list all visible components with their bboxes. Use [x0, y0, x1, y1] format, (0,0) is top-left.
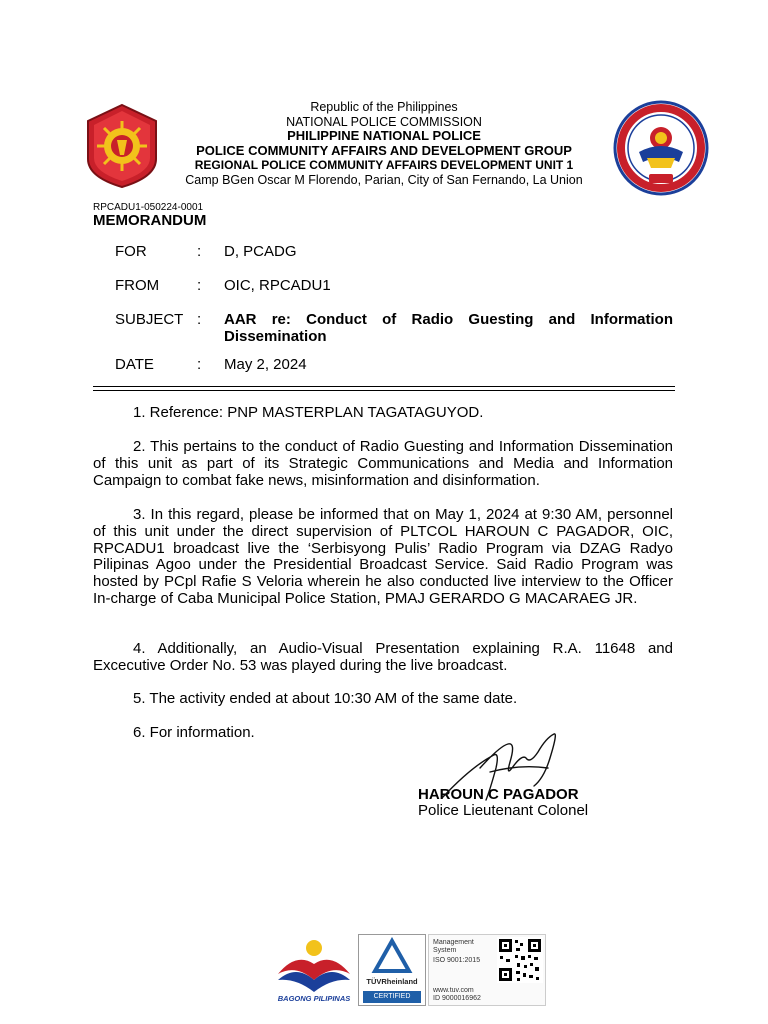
date-label: DATE: [115, 356, 154, 373]
for-colon: :: [197, 243, 202, 260]
iso-standard: ISO 9001:2015: [433, 957, 481, 964]
bagong-pilipinas-logo: [270, 934, 358, 1006]
tuv-brand: TÜVRheinland: [366, 977, 418, 986]
paragraph-2: 2. This pertains to the conduct of Radio Guesting and Information Dissemination of this unit as part of its Strategic Communications and Media and Information Campaign to combat fake news, misinformation and disinformation.: [93, 438, 673, 489]
pnp-seal-icon: [86, 103, 158, 189]
tuv-certified: CERTIFIED: [363, 991, 421, 1003]
letterhead: [160, 100, 608, 187]
divider-thick: [93, 386, 675, 387]
mgmt-line1: Management: [433, 939, 474, 946]
header-pnp: PHILIPPINE NATIONAL POLICE: [287, 128, 481, 143]
pcadg-seal-icon: [613, 100, 709, 196]
paragraph-3: 3. In this regard, please be informed that on May 1, 2024 at 9:30 AM, personnel of this unit under the direct supervision of PLTCOL HAROUN C PAGADOR, OIC, RPCADU1 broadcast live the ‘Serbisyong Pulis’ Radio Program via DZAG Radyo Pilipinas Agoo under the Presidential Broadcast Service. Said Radio Program was hosted by PCpl Rafie S Veloria wherein he also conducted live interview to the Officer In-charge of Caba Municipal Police Station, PMAJ GERARDO G MACARAEG JR.: [93, 506, 673, 607]
date-colon: :: [197, 356, 202, 373]
from-colon: :: [197, 277, 202, 294]
paragraph-1: 1. Reference: PNP MASTERPLAN TAGATAGUYOD.: [133, 404, 484, 421]
for-label: FOR: [115, 243, 147, 260]
cert-id: ID 9000016962: [433, 995, 481, 1002]
paragraph-6: 6. For information.: [133, 724, 255, 741]
for-value: D, PCADG: [224, 243, 297, 260]
mgmt-line2: System: [433, 947, 457, 954]
tuv-rheinland-logo: [358, 934, 426, 1006]
paragraph-4: 4. Additionally, an Audio-Visual Presentation explaining R.A. 11648 and Excecutive Order No. 53 was played during the live broadcast.: [93, 640, 673, 674]
qr-code-icon: [497, 937, 543, 983]
header-pcadg: POLICE COMMUNITY AFFAIRS AND DEVELOPMENT GROUP: [196, 142, 572, 158]
subject-label: SUBJECT: [115, 311, 184, 328]
subject-value: AAR re: Conduct of Radio Guesting and Information Dissemination: [224, 311, 673, 345]
signatory-name: HAROUN C PAGADOR: [418, 786, 579, 803]
header-napolcom: NATIONAL POLICE COMMISSION: [286, 114, 482, 129]
certificate-box: [428, 934, 546, 1006]
bagong-pilipinas-text: BAGONG PILIPINAS: [277, 994, 351, 1003]
paragraph-5: 5. The activity ended at about 10:30 AM of the same date.: [133, 690, 518, 707]
header-address: Camp BGen Oscar M Florendo, Parian, City of San Fernando, La Union: [185, 172, 583, 187]
header-rpcadu: REGIONAL POLICE COMMUNITY AFFAIRS DEVELOPMENT UNIT 1: [194, 158, 574, 172]
divider-thin: [93, 390, 675, 391]
memo-number: RPCADU1-050224-0001: [93, 202, 204, 213]
from-value: OIC, RPCADU1: [224, 277, 331, 294]
subject-colon: :: [197, 311, 202, 328]
from-label: FROM: [115, 277, 160, 294]
date-value: May 2, 2024: [224, 356, 307, 373]
signatory-rank: Police Lieutenant Colonel: [418, 802, 589, 819]
tuv-url: www.tuv.com: [433, 987, 474, 994]
header-republic: Republic of the Philippines: [310, 100, 458, 114]
memo-title: MEMORANDUM: [93, 212, 207, 229]
signature-scribble-icon: [430, 728, 570, 806]
